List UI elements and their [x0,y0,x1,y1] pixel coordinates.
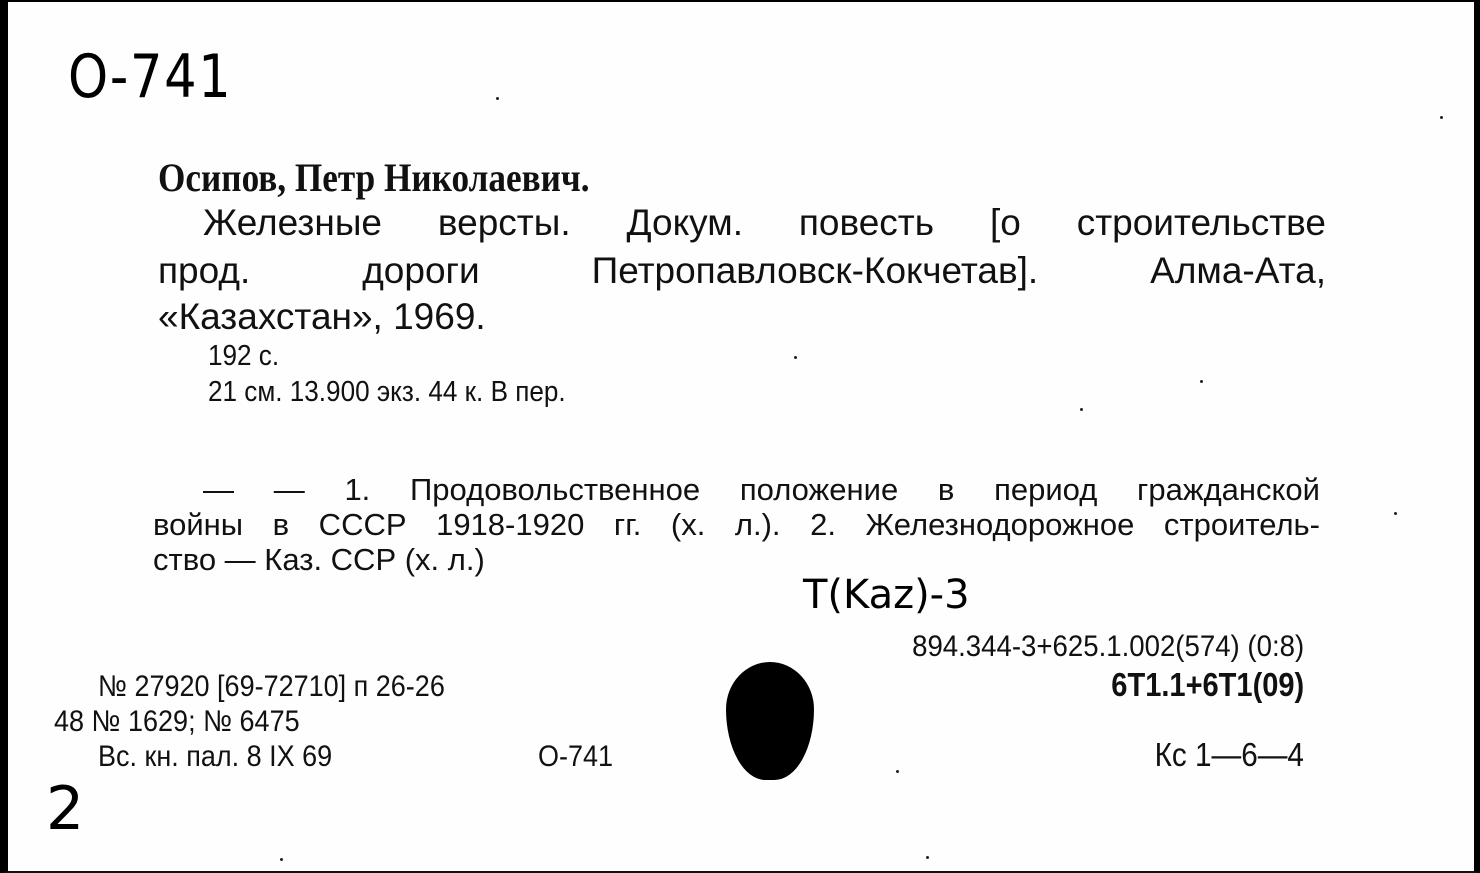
handwritten-call-number: О-741 [68,42,233,112]
punch-hole [726,662,814,780]
speck [496,97,499,100]
physical-description: 21 см. 13.900 экз. 44 к. В пер. [208,376,566,408]
registry-line-1: № 27920 [69-72710] п 26-26 [98,670,445,703]
speck [1440,116,1443,119]
speck [794,356,797,359]
title-line-2: прод. дороги Петропавловск-Кокчетав]. Алма-Ата, [158,250,1326,291]
speck [1080,408,1083,411]
kc-code: Кс 1—6—4 [1154,736,1304,773]
handwritten-copy-mark: 2 [46,774,85,844]
speck [1394,512,1397,515]
subject-line-1: — — 1. Продовольственное положение в период гражданской [203,472,1320,507]
handwritten-classification: Т(Kaz)-3 [803,572,970,618]
registry-line-2: 48 № 1629; № 6475 [54,705,300,738]
title-line-1: Железные версты. Докум. повесть [о строительстве [203,202,1326,243]
registry-line-3: Вс. кн. пал. 8 IX 69 [98,740,333,773]
speck [896,770,899,773]
subject-line-2: войны в СССР 1918-1920 гг. (х. л.). 2. Железнодорожное строитель- [153,507,1320,542]
speck [1200,380,1203,383]
pages-count: 192 с. [208,340,280,372]
title-line-3: «Казахстан», 1969. [158,296,486,337]
speck [926,856,929,859]
bbk-index: 6Т1.1+6Т1(09) [1111,666,1304,703]
speck [280,858,283,861]
subject-line-3: ство — Каз. ССР (х. л.) [153,542,485,577]
author-heading: Осипов, Петр Николаевич. [158,155,590,200]
udc-index: 894.344-3+625.1.002(574) (0:8) [911,630,1304,663]
registry-call-number: О-741 [538,740,614,773]
